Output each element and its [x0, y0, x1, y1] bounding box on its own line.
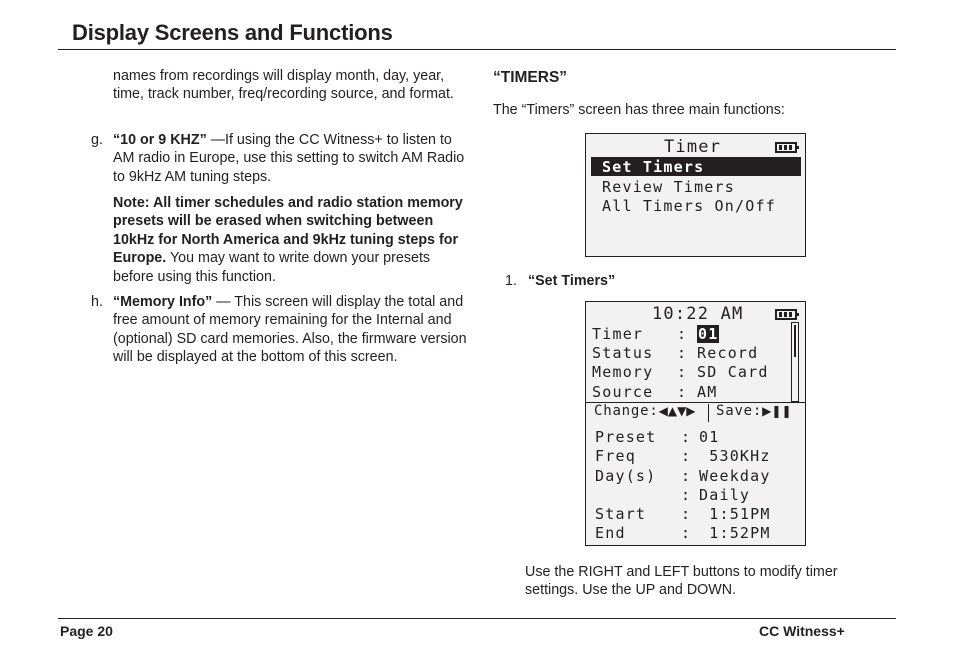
colon: :: [681, 505, 692, 523]
footer-rule: [58, 618, 896, 619]
detail-label-freq: Freq: [595, 447, 636, 465]
timer-menu-screen: [585, 133, 806, 257]
note-paragraph: [113, 194, 473, 286]
list-item-marker: 1.: [505, 273, 517, 289]
item-g-paragraph: [113, 131, 473, 186]
timer-menu-title: Timer: [664, 137, 722, 157]
intro-paragraph: names from recordings will display month, day, year, time, track number, freq/recording source, and format.: [113, 68, 454, 103]
item-h-paragraph: [113, 293, 473, 367]
scrollbar-thumb: [794, 325, 796, 357]
page-number: Page 20: [60, 623, 113, 639]
detail-label-end: End: [595, 524, 626, 542]
row-label-source: Source: [592, 383, 654, 401]
menu-item-all-timers: All Timers On/Off: [602, 197, 776, 215]
set-timers-screen: [585, 301, 806, 425]
change-label: Change:: [594, 403, 659, 419]
page-title: Display Screens and Functions: [72, 20, 393, 45]
timers-heading: “TIMERS”: [493, 69, 568, 86]
detail-label-days: Day(s): [595, 467, 657, 485]
menu-item-set-timers: Set Timers: [602, 158, 705, 176]
closing-paragraph: Use the RIGHT and LEFT buttons to modify timer settings. Use the UP and DOWN.: [525, 564, 838, 599]
row-label-memory: Memory: [592, 363, 654, 381]
battery-icon: [775, 309, 797, 320]
detail-label-start: Start: [595, 505, 647, 523]
save-hint: [716, 403, 792, 419]
row-value-memory: SD Card: [697, 363, 769, 381]
row-label-status: Status: [592, 344, 654, 362]
battery-icon: [775, 142, 797, 153]
item-g-marker: g.: [91, 132, 103, 148]
colon: :: [681, 467, 692, 485]
detail-value-daily: Daily: [699, 486, 751, 504]
detail-value-preset: 01: [699, 428, 720, 446]
colon: :: [677, 383, 688, 401]
timers-intro: The “Timers” screen has three main functions:: [493, 102, 785, 118]
row-label-timer: Timer: [592, 325, 644, 343]
row-value-source: AM: [697, 383, 718, 401]
detail-value-start: 1:51PM: [699, 505, 771, 523]
arrows-icon: ◀▲▼▶: [658, 404, 696, 418]
header-rule: [58, 49, 896, 50]
colon: :: [681, 524, 692, 542]
detail-label-preset: Preset: [595, 428, 657, 446]
menu-item-review-timers: Review Timers: [602, 178, 735, 196]
clock-time: 10:22 AM: [652, 304, 744, 324]
item-h-label: “Memory Info”: [113, 294, 213, 310]
product-name: CC Witness+: [759, 623, 845, 639]
hint-separator: [708, 404, 709, 422]
item-g-label: “10 or 9 KHZ”: [113, 132, 207, 148]
detail-value-days: Weekday: [699, 467, 771, 485]
timer-detail-screen: [585, 424, 806, 546]
note-bold: Note: All timer schedules and radio station memory presets will be erased when switching between 10kHz for North America and 9kHz tuning steps for Europe.: [113, 195, 463, 267]
colon: :: [677, 325, 688, 343]
detail-value-freq: 530KHz: [699, 447, 771, 465]
colon: :: [681, 486, 692, 504]
item-h-marker: h.: [91, 294, 103, 310]
save-label: Save:: [716, 403, 763, 419]
colon: :: [677, 344, 688, 362]
row-value-timer: 01: [698, 325, 719, 343]
note-text: You may want to write down your presets before using this function.: [113, 250, 431, 285]
item-g-text: —If using the CC Witness+ to listen to AM radio in Europe, use this setting to switch AM Radio to 9kHz AM tuning steps.: [113, 132, 465, 185]
colon: :: [681, 447, 692, 465]
scrollbar: [791, 322, 799, 402]
list-item-label: “Set Timers”: [528, 273, 616, 289]
row-value-status: Record: [697, 344, 759, 362]
item-h-text: — This screen will display the total and free amount of memory remaining for the Internal and (optional) SD card memories. Also, the firmware version will be displayed at the bottom of this screen.: [113, 294, 467, 366]
detail-value-end: 1:52PM: [699, 524, 771, 542]
change-hint: [594, 403, 696, 419]
colon: :: [681, 428, 692, 446]
play-pause-icon: ▶❚❚: [762, 404, 792, 418]
colon: :: [677, 363, 688, 381]
